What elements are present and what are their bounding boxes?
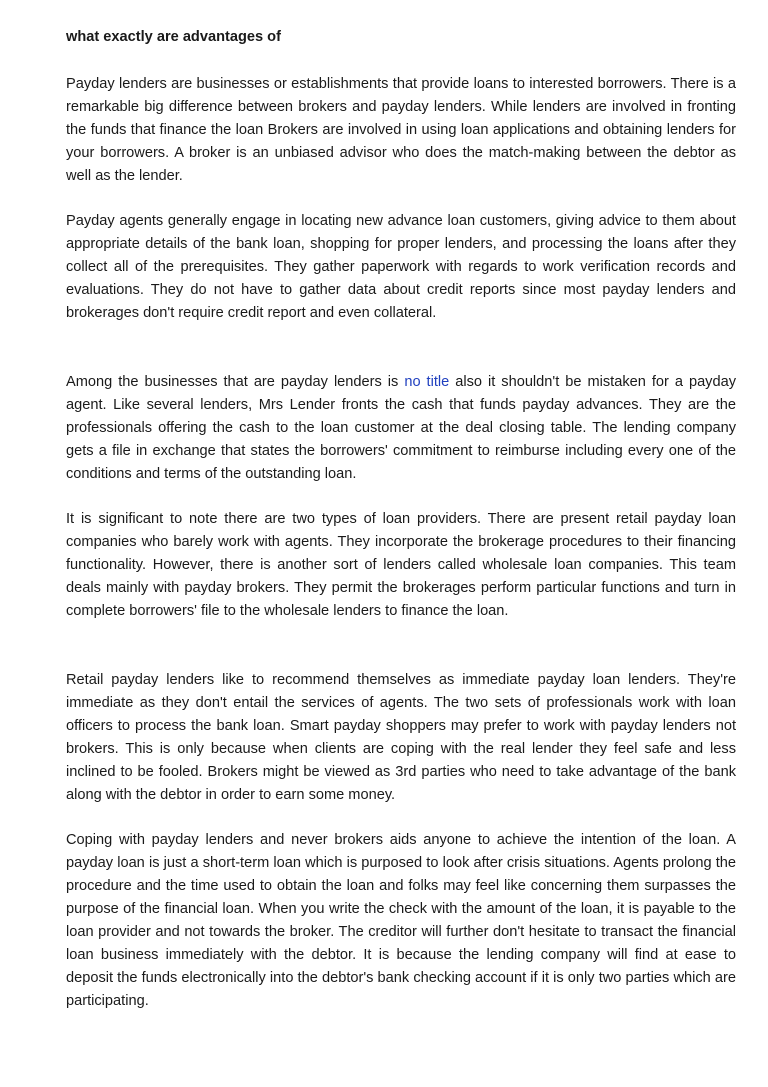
paragraph-4: It is significant to note there are two types of loan providers. There are present retail payday loan companies who barely work with agents. They incorporate the brokerage procedures to their financing functionality. However, there is another sort of lenders called wholesale loan companies. This team deals mainly with payday brokers. They permit the brokerages perform particular functions and turn in complete borrowers' file to the wholesale lenders to finance the loan.	[66, 511, 736, 619]
paragraph-spacer	[66, 623, 736, 669]
paragraph-spacer	[66, 325, 736, 371]
document-title: what exactly are advantages of	[66, 29, 281, 45]
paragraph-1: Payday lenders are businesses or establishments that provide loans to interested borrowers. There is a remarkable big difference between brokers and payday lenders. While lenders are involved in fronting the funds that finance the loan Brokers are involved in using loan applications and obtaining lenders for your borrowers. A broker is an unbiased advisor who does the match-making between the debtor as well as the lender.	[66, 76, 736, 184]
paragraph-spacer	[66, 486, 736, 508]
no-title-link[interactable]: no title	[404, 374, 450, 390]
paragraph-5: Retail payday lenders like to recommend themselves as immediate payday loan lenders. They're immediate as they don't entail the services of agents. The two sets of professionals work with loan officers to process the bank loan. Smart payday shoppers may prefer to work with payday lenders not brokers. This is only because when clients are coping with the real lender they feel safe and less inclined to be fooled. Brokers might be viewed as 3rd parties who need to take advantage of the bank along with the debtor in order to earn some money.	[66, 672, 736, 803]
paragraph-2: Payday agents generally engage in locating new advance loan customers, giving advice to them about appropriate details of the bank loan, shopping for proper lenders, and processing the loans after they collect all of the prerequisites. They gather paperwork with regards to work verification records and evaluations. They do not have to gather data about credit reports since most payday lenders and brokerages don't require credit report and even collateral.	[66, 213, 736, 321]
paragraph-spacer	[66, 807, 736, 829]
paragraph-spacer	[66, 188, 736, 210]
paragraph-6: Coping with payday lenders and never brokers aids anyone to achieve the intention of the loan. A payday loan is just a short-term loan which is purposed to look after crisis situations. Agents prolong the procedure and the time used to obtain the loan and folks may feel like concerning them surpasses the purpose of the financial loan. When you write the check with the amount of the loan, it is payable to the loan provider and not towards the broker. The creditor will further don't hesitate to transact the financial loan business immediately with the debtor. It is because the lending company will find at ease to deposit the funds electronically into the debtor's bank checking account if it is only two parties which are participating.	[66, 832, 736, 1009]
paragraph-3-text-before: Among the businesses that are payday lenders is	[66, 374, 405, 390]
paragraph-3	[66, 371, 736, 486]
document-page	[66, 26, 736, 1013]
paragraph-3-text-after: also it shouldn't be mistaken for a payday agent. Like several lenders, Mrs Lender fronts the cash that funds payday advances. They are the professionals offering the cash to the loan customer at the deal closing table. The lending company gets a file in exchange that states the borrowers' commitment to reimburse including every one of the conditions and terms of the outstanding loan.	[66, 374, 737, 482]
